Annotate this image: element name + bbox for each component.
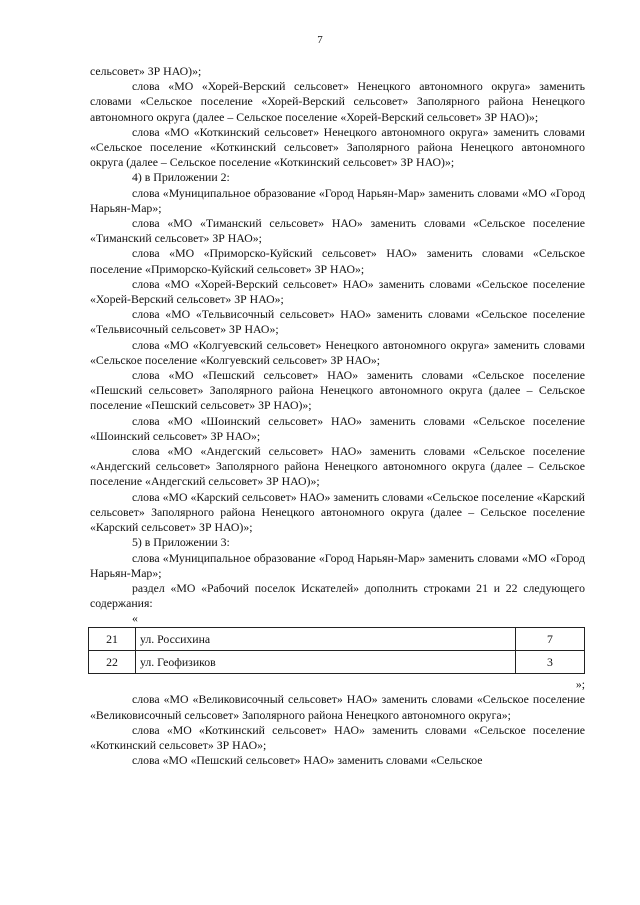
paragraph: слова «МО «Шоинский сельсовет» НАО» заменить словами «Сельское поселение «Шоинский сельсовет» ЗР НАО»; [90,413,585,443]
paragraph: слова «МО «Коткинский сельсовет» НАО» заменить словами «Сельское поселение «Коткинский сельсовет» ЗР НАО»; [90,722,585,752]
paragraph: слова «Муниципальное образование «Город Нарьян-Мар» заменить словами «МО «Город Нарьян-Мар»; [90,185,585,215]
page-number: 7 [317,34,323,46]
paragraph: слова «Муниципальное образование «Город Нарьян-Мар» заменить словами «МО «Город Нарьян-Мар»; [90,550,585,580]
closing-quote: »; [575,677,585,692]
paragraph: 5) в Приложении 3: [132,535,230,550]
addition-table [88,627,585,674]
paragraph: слова «МО «Коткинский сельсовет» Ненецкого автономного округа» заменить словами «Сельское поселение «Коткинский сельсовет» Заполярного района Ненецкого автономного округа (далее – Сельское поселение «Коткинский сельсовет» ЗР НАО)»; [90,124,585,170]
street-name-cell: ул. Геофизиков [136,651,516,674]
paragraph: слова «МО «Колгуевский сельсовет» Ненецкого автономного округа» заменить словами «Сельское поселение «Колгуевский сельсовет» ЗР НАО»; [90,337,585,367]
paragraph: слова «МО «Хорей-Верский сельсовет» Ненецкого автономного округа» заменить словами «Сельское поселение «Хорей-Верский сельсовет» Заполярного района Ненецкого автономного округа (далее – Сельское поселение «Хорей-Верский сельсовет» ЗР НАО)»; [90,79,585,124]
paragraph: слова «МО «Тиманский сельсовет» НАО» заменить словами «Сельское поселение «Тиманский сельсовет» ЗР НАО»; [90,216,585,246]
paragraph: слова «МО «Приморско-Куйский сельсовет» НАО» заменить словами «Сельское поселение «Приморско-Куйский сельсовет» ЗР НАО»; [90,246,585,276]
opening-quote: « [132,611,138,626]
paragraph: 4) в Приложении 2: [132,170,230,185]
paragraph: сельсовет» ЗР НАО)»; [90,64,202,78]
paragraphs-before [90,64,585,611]
table-row [89,628,585,651]
row-number-cell: 22 [89,651,136,674]
document-body [90,64,585,768]
paragraphs-after [90,692,585,768]
table-row [89,651,585,674]
paragraph: слова «МО «Тельвисочный сельсовет» НАО» заменить словами «Сельское поселение «Тельвисочный сельсовет» ЗР НАО»; [90,307,585,337]
paragraph: слова «МО «Великовисочный сельсовет» НАО» заменить словами «Сельское поселение «Великовисочный сельсовет» Заполярного района Ненецкого автономного округа»; [90,692,585,722]
row-number-cell: 21 [89,628,136,651]
paragraph: слова «МО «Хорей-Верский сельсовет» НАО» заменить словами «Сельское поселение «Хорей-Верский сельсовет» ЗР НАО»; [90,276,585,307]
paragraph: слова «МО «Андегский сельсовет» НАО» заменить словами «Сельское поселение «Андегский сельсовет» Заполярного района Ненецкого автономного округа (далее – Сельское поселение «Андегский сельсовет» ЗР НАО)»; [90,444,585,489]
value-cell: 7 [516,628,585,651]
paragraph: слова «МО «Пешский сельсовет» НАО» заменить словами «Сельское [132,753,483,768]
street-name-cell: ул. Россихина [136,628,516,651]
paragraph: слова «МО «Пешский сельсовет» НАО» заменить словами «Сельское поселение «Пешский сельсовет» Заполярного района Ненецкого автономного округа (далее – Сельское поселение «Пешский сельсовет» ЗР НАО)»; [90,368,585,413]
paragraph: раздел «МО «Рабочий поселок Искателей» дополнить строками 21 и 22 следующего содержания: [90,580,585,611]
value-cell: 3 [516,651,585,674]
paragraph: слова «МО «Карский сельсовет» НАО» заменить словами «Сельское поселение «Карский сельсовет» Заполярного района Ненецкого автономного округа (далее – Сельское поселение «Карский сельсовет» ЗР НАО)»; [90,489,585,535]
